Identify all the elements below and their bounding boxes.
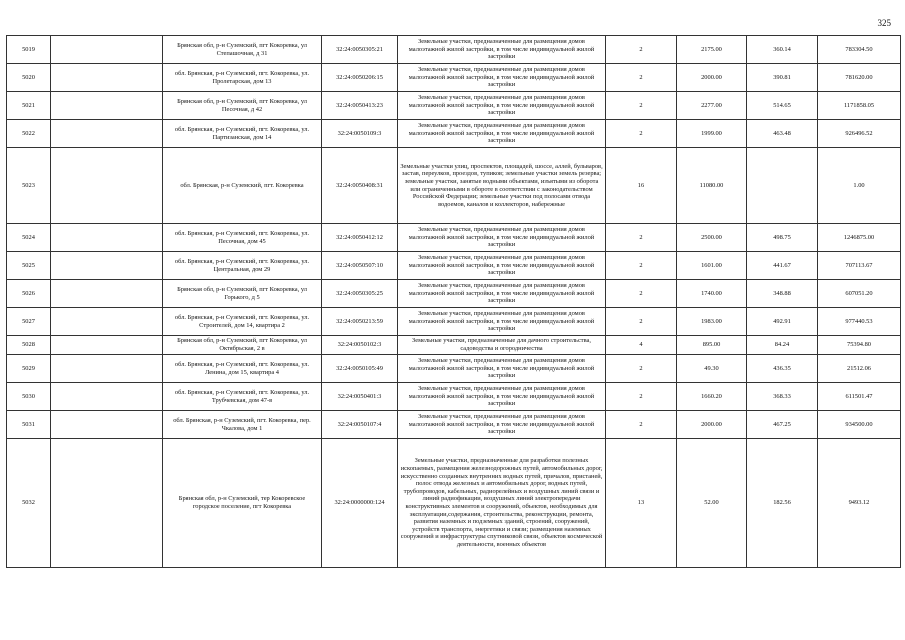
table-row [7,383,901,411]
address-cell: обл. Брянская, р-н Суземский, пгт. Кокоревка, пер. Чкалова, дом 1 [163,411,322,439]
group-cell: 2 [606,411,677,439]
group-cell: 4 [606,336,677,355]
address-cell: обл. Брянская, р-н Суземский, пгт. Кокоревка, ул. Трубчевская, дом 47-в [163,383,322,411]
row-number: 5029 [7,355,51,383]
address-cell: Брянская обл, р-н Суземский, тер Кокоревское городское поселение, пгт Кокоревка [163,439,322,568]
table-row [7,64,901,92]
address-cell: обл. Брянская, р-н Суземский, пгт. Кокоревка, ул. Ленина, дом 15, квартира 4 [163,355,322,383]
value-cell: 977440.53 [818,308,901,336]
empty-cell [51,308,163,336]
group-cell: 2 [606,64,677,92]
table-row [7,439,901,568]
table-row [7,252,901,280]
table-row [7,308,901,336]
empty-cell [51,439,163,568]
empty-cell [51,280,163,308]
row-number: 5027 [7,308,51,336]
value-cell: 926496.52 [818,120,901,148]
value-cell: 1171858.05 [818,92,901,120]
value-cell: 707113.67 [818,252,901,280]
empty-cell [51,148,163,224]
table-row [7,280,901,308]
rate-cell: 348.88 [747,280,818,308]
area-cell: 52.00 [677,439,747,568]
area-cell: 49.30 [677,355,747,383]
cadastral-number-cell: 32:24:0050107:4 [322,411,398,439]
area-cell: 1601.00 [677,252,747,280]
empty-cell [51,355,163,383]
address-cell: Брянская обл, р-н Суземский, пгт Кокоревка, ул Октябрьская, 2 в [163,336,322,355]
row-number: 5025 [7,252,51,280]
cadastral-number-cell: 32:24:0050408:31 [322,148,398,224]
address-cell: Брянская обл, р-н Суземский, пгт Кокоревка, ул Горького, д 5 [163,280,322,308]
address-cell: Брянская обл, р-н Суземский, пгт Кокоревка, ул Песочная, д 42 [163,92,322,120]
rate-cell: 467.25 [747,411,818,439]
cadastral-value-table [6,35,901,568]
land-use-cell: Земельные участки, предназначенные для размещения домов малоэтажной жилой застройки, в том числе индивидуальной жилой застройки [398,308,606,336]
table-row [7,36,901,64]
rate-cell: 368.33 [747,383,818,411]
group-cell: 2 [606,308,677,336]
value-cell: 611501.47 [818,383,901,411]
group-cell: 13 [606,439,677,568]
row-number: 5028 [7,336,51,355]
land-use-cell: Земельные участки, предназначенные для размещения домов малоэтажной жилой застройки, в том числе индивидуальной жилой застройки [398,355,606,383]
land-use-cell: Земельные участки, предназначенные для размещения домов малоэтажной жилой застройки, в том числе индивидуальной жилой застройки [398,64,606,92]
area-cell: 2000.00 [677,64,747,92]
area-cell: 11080.00 [677,148,747,224]
empty-cell [51,64,163,92]
cadastral-number-cell: 32:24:0050305:25 [322,280,398,308]
cadastral-number-cell: 32:24:0050412:12 [322,224,398,252]
address-cell: обл. Брянская, р-н Суземский, пгт. Кокоревка, ул. Песочная, дом 45 [163,224,322,252]
group-cell: 16 [606,148,677,224]
group-cell: 2 [606,252,677,280]
land-use-cell: Земельные участки, предназначенные для размещения домов малоэтажной жилой застройки, в том числе индивидуальной жилой застройки [398,224,606,252]
page-number: 325 [877,18,891,28]
area-cell: 1999.00 [677,120,747,148]
cadastral-number-cell: 32:24:0050401:3 [322,383,398,411]
empty-cell [51,36,163,64]
group-cell: 2 [606,355,677,383]
cadastral-number-cell: 32:24:0050102:3 [322,336,398,355]
group-cell: 2 [606,224,677,252]
value-cell: 607051.20 [818,280,901,308]
rate-cell [747,148,818,224]
land-use-cell: Земельные участки, предназначенные для размещения домов малоэтажной жилой застройки, в том числе индивидуальной жилой застройки [398,92,606,120]
rate-cell: 441.67 [747,252,818,280]
empty-cell [51,252,163,280]
empty-cell [51,120,163,148]
cadastral-number-cell: 32:24:0050105:49 [322,355,398,383]
address-cell: обл. Брянская, р-н Суземский, пгт. Кокоревка, ул. Строителей, дом 14, квартира 2 [163,308,322,336]
row-number: 5023 [7,148,51,224]
group-cell: 2 [606,36,677,64]
row-number: 5030 [7,383,51,411]
area-cell: 2277.00 [677,92,747,120]
row-number: 5031 [7,411,51,439]
area-cell: 2175.00 [677,36,747,64]
row-number: 5019 [7,36,51,64]
cadastral-number-cell: 32:24:0050507:10 [322,252,398,280]
rate-cell: 360.14 [747,36,818,64]
rate-cell: 182.56 [747,439,818,568]
group-cell: 2 [606,280,677,308]
address-cell: обл. Брянская, р-н Суземский, пгт. Кокоревка [163,148,322,224]
cadastral-number-cell: 32:24:0050206:15 [322,64,398,92]
cadastral-number-cell: 32:24:0050213:59 [322,308,398,336]
land-use-cell: Земельные участки, предназначенные для размещения домов малоэтажной жилой застройки, в том числе индивидуальной жилой застройки [398,411,606,439]
value-cell: 783304.50 [818,36,901,64]
cadastral-number-cell: 32:24:0050305:21 [322,36,398,64]
land-use-cell: Земельные участки, предназначенные для размещения домов малоэтажной жилой застройки, в том числе индивидуальной жилой застройки [398,383,606,411]
cadastral-number-cell: 32:24:0050413:23 [322,92,398,120]
area-cell: 1983.00 [677,308,747,336]
row-number: 5024 [7,224,51,252]
row-number: 5022 [7,120,51,148]
rate-cell: 492.91 [747,308,818,336]
land-use-cell: Земельные участки, предназначенные для размещения домов малоэтажной жилой застройки, в том числе индивидуальной жилой застройки [398,252,606,280]
rate-cell: 436.35 [747,355,818,383]
rate-cell: 84.24 [747,336,818,355]
land-use-cell: Земельные участки, предназначенные для размещения домов малоэтажной жилой застройки, в том числе индивидуальной жилой застройки [398,36,606,64]
rate-cell: 463.48 [747,120,818,148]
table-row [7,148,901,224]
empty-cell [51,411,163,439]
table-row [7,355,901,383]
table-row [7,92,901,120]
rate-cell: 390.81 [747,64,818,92]
row-number: 5032 [7,439,51,568]
empty-cell [51,383,163,411]
value-cell: 1246875.00 [818,224,901,252]
table-row [7,120,901,148]
row-number: 5020 [7,64,51,92]
rate-cell: 498.75 [747,224,818,252]
table-row [7,411,901,439]
area-cell: 1660.20 [677,383,747,411]
land-use-cell: Земельные участки, предназначенные для дачного строительства, садоводства и огородничества [398,336,606,355]
area-cell: 895.00 [677,336,747,355]
row-number: 5026 [7,280,51,308]
cadastral-number-cell: 32:24:0050109:3 [322,120,398,148]
address-cell: Брянская обл, р-н Суземский, пгт Кокоревка, ул Степашочная, д 31 [163,36,322,64]
table-row [7,224,901,252]
area-cell: 1740.00 [677,280,747,308]
table-row [7,336,901,355]
value-cell: 75394.80 [818,336,901,355]
group-cell: 2 [606,120,677,148]
rate-cell: 514.65 [747,92,818,120]
address-cell: обл. Брянская, р-н Суземский, пгт. Кокоревка, ул. Центральная, дом 29 [163,252,322,280]
empty-cell [51,336,163,355]
value-cell: 934500.00 [818,411,901,439]
area-cell: 2500.00 [677,224,747,252]
value-cell: 9493.12 [818,439,901,568]
value-cell: 1.00 [818,148,901,224]
cadastral-number-cell: 32:24:0000000:124 [322,439,398,568]
address-cell: обл. Брянская, р-н Суземский, пгт. Кокоревка, ул. Партизанская, дом 14 [163,120,322,148]
group-cell: 2 [606,92,677,120]
land-use-cell: Земельные участки, предназначенные для разработки полезных ископаемых, размещения железнодорожных путей, автомобильных дорог, искусственно созданных внутренних водных путей, причалов, пристаней, полос отвода железных и автомобильных дорог, водных путей, трубопроводов, кабельных, радиорелейных и воздушных линий связи и линий радиофикации, воздушных линий электропередачи конструктивных элементов и сооружений, объектов, необходимых для эксплуатации,содержания, строительства, реконструкции, ремонта, развития наземных и подземных зданий, строений, сооружений, устройств транспорта, энергетики и связи; размещения наземных сооружений и инфраструктуры спутниковой связи, объектов космической деятельности, военных объектов [398,439,606,568]
row-number: 5021 [7,92,51,120]
value-cell: 781620.00 [818,64,901,92]
empty-cell [51,92,163,120]
empty-cell [51,224,163,252]
land-use-cell: Земельные участки улиц, проспектов, площадей, шоссе, аллей, бульваров, застав, переулков, проездов, тупиков; земельные участки земель резерва; земельные участки, занятые водными объектами, изъятыми из оборота или ограниченными в обороте в соответствии с законодательством Российской Федерации; земельные участки под полосами отвода водоемов, каналов и коллекторов, набережные [398,148,606,224]
group-cell: 2 [606,383,677,411]
address-cell: обл. Брянская, р-н Суземский, пгт. Кокоревка, ул. Пролетарская, дом 13 [163,64,322,92]
land-use-cell: Земельные участки, предназначенные для размещения домов малоэтажной жилой застройки, в том числе индивидуальной жилой застройки [398,120,606,148]
land-use-cell: Земельные участки, предназначенные для размещения домов малоэтажной жилой застройки, в том числе индивидуальной жилой застройки [398,280,606,308]
value-cell: 21512.06 [818,355,901,383]
area-cell: 2000.00 [677,411,747,439]
